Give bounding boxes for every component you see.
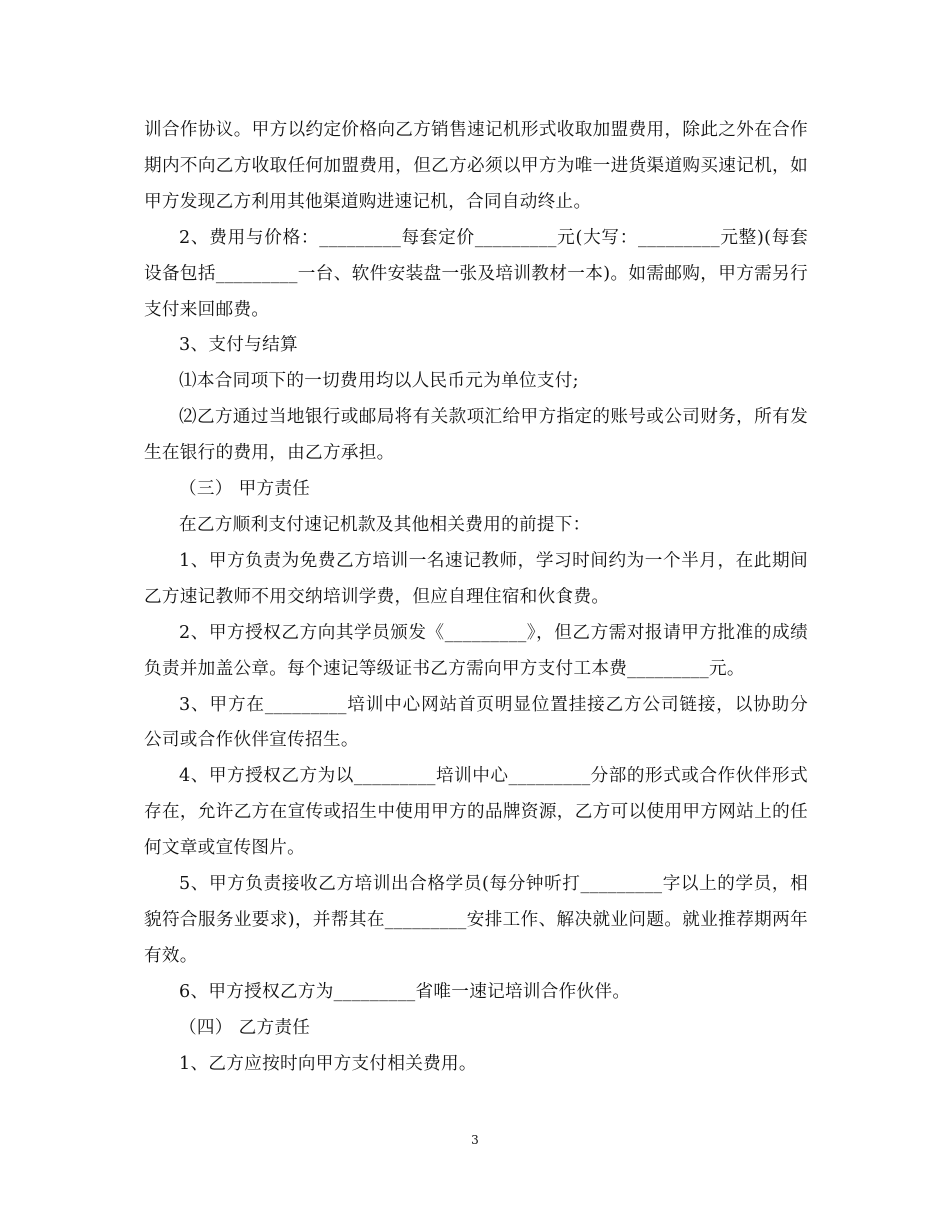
- paragraph-party-a-item-4: 4、甲方授权乙方为以_________培训中心_________分部的形式或合作伙伴形式存在，允许乙方在宣传或招生中使用甲方的品牌资源，乙方可以使用甲方网站上的任何文章或宣传图片。: [144, 766, 808, 859]
- document-page: [144, 113, 808, 1082]
- paragraph-party-a-item-1: 1、甲方负责为免费乙方培训一名速记教师，学习时间约为一个半月，在此期间乙方速记教师不用交纳培训学费，但应自理住宿和伙食费。: [144, 550, 808, 607]
- paragraph-payment-heading: 3、支付与结算: [179, 335, 298, 356]
- paragraph-party-a-item-2: 2、甲方授权乙方向其学员颁发《_________》，但乙方需对报请甲方批准的成绩负责并加盖公章。每个速记等级证书乙方需向甲方支付工本费_________元。: [144, 622, 808, 679]
- paragraph-precondition: 在乙方顺利支付速记机款及其他相关费用的前提下：: [179, 514, 591, 535]
- paragraph-party-a-item-6: 6、甲方授权乙方为_________省唯一速记培训合作伙伴。: [179, 981, 631, 1002]
- page-number: 3: [471, 1133, 479, 1147]
- paragraph-party-a-item-3: 3、甲方在_________培训中心网站首页明显位置挂接乙方公司链接，以协助分公司或合作伙伴宣传招生。: [144, 694, 808, 751]
- paragraph-continuation: 训合作协议。甲方以约定价格向乙方销售速记机形式收取加盟费用，除此之外在合作期内不向乙方收取任何加盟费用，但乙方必须以甲方为唯一进货渠道购买速记机，如甲方发现乙方利用其他渠道购进速记机，合同自动终止。: [144, 120, 808, 212]
- paragraph-payment-item-1: ⑴本合同项下的一切费用均以人民币元为单位支付;: [179, 371, 579, 392]
- section-heading-party-b: （四） 乙方责任: [179, 1017, 311, 1038]
- paragraph-party-a-item-5: 5、甲方负责接收乙方培训出合格学员(每分钟听打_________字以上的学员，相貌符合服务业要求)，并帮其在_________安排工作、解决就业问题。就业推荐期两年有效。: [144, 874, 808, 966]
- section-heading-party-a: （三） 甲方责任: [179, 479, 311, 500]
- paragraph-payment-item-2: ⑵乙方通过当地银行或邮局将有关款项汇给甲方指定的账号或公司财务，所有发生在银行的费用，由乙方承担。: [144, 407, 808, 464]
- paragraph-fees-and-price: 2、费用与价格：_________每套定价_________元(大写：_________元整)(每套设备包括_________一台、软件安装盘一张及培训教材一本)。如需邮购，甲方需另行支付来回邮费。: [144, 227, 808, 320]
- paragraph-party-b-item-1: 1、乙方应按时向甲方支付相关费用。: [179, 1053, 477, 1074]
